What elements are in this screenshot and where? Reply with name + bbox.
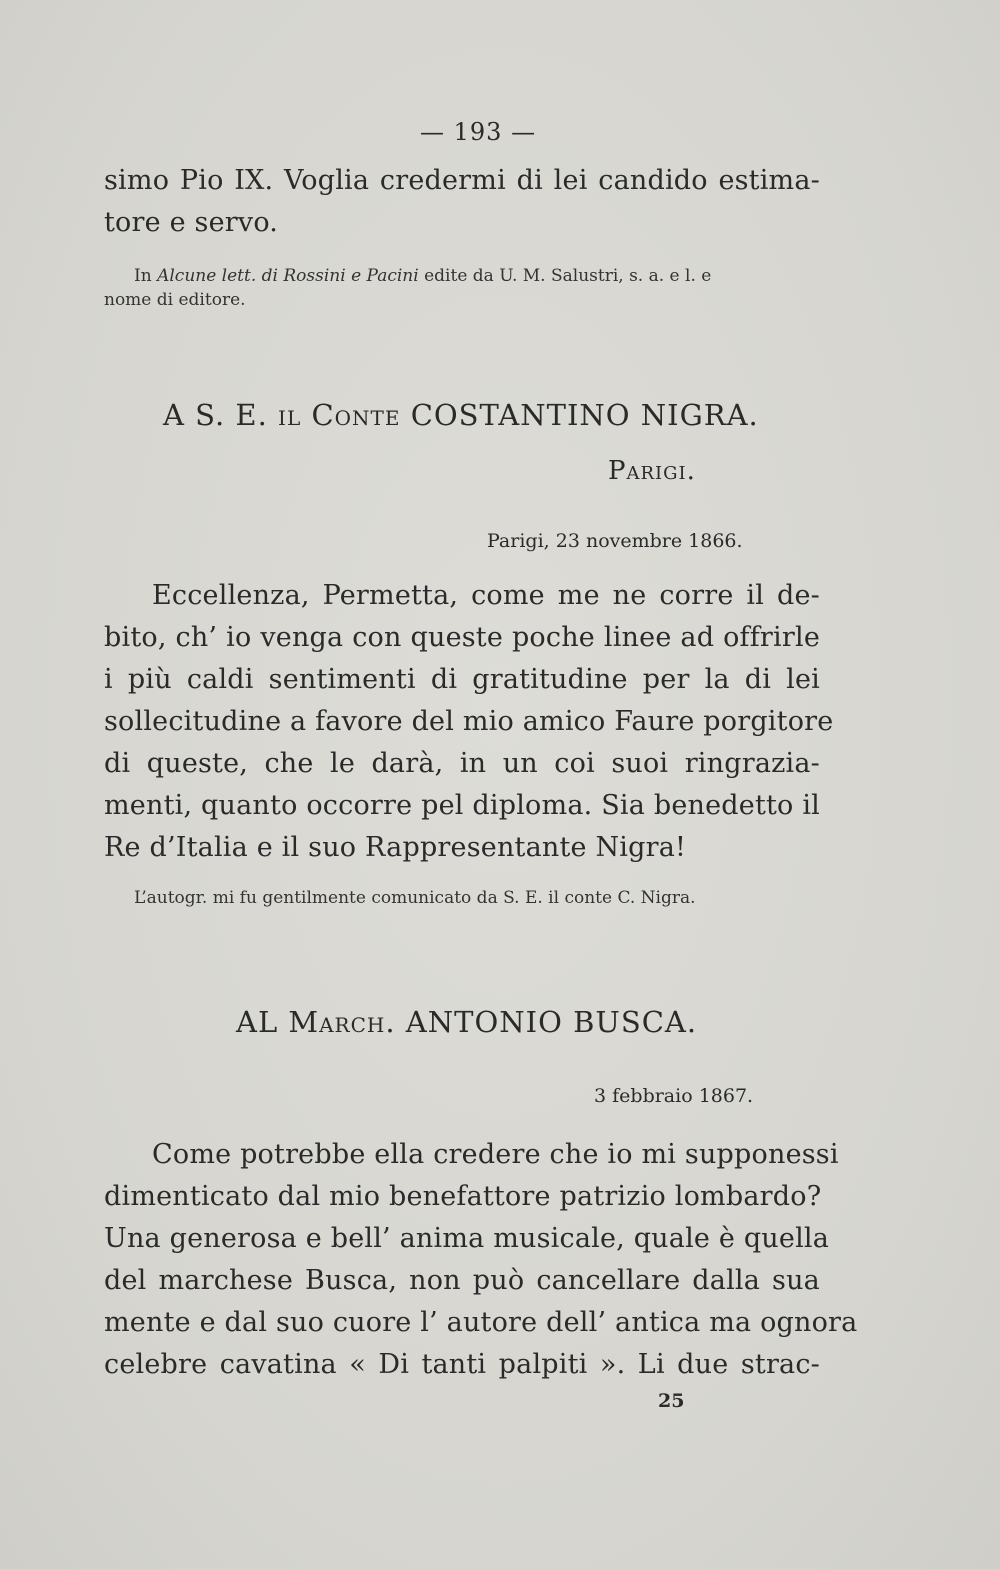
letter-2-line-1: Come potrebbe ella credere che io mi supponessi [152, 1139, 839, 1170]
letter-1-note: L’autogr. mi fu gentilmente comunicato da S. E. il conte C. Nigra. [134, 888, 696, 908]
source-note-prefix: In [134, 266, 158, 286]
heading-il: il [278, 398, 302, 432]
letter-1-date: Parigi, 23 novembre 1866. [487, 530, 743, 552]
letter-2-line-5: mente e dal suo cuore l’ autore dell’ antica ma ognora [104, 1307, 858, 1338]
letter-1-heading [163, 398, 759, 432]
letter-1-line-7: Re d’Italia e il suo Rappresentante Nigra! [104, 832, 687, 863]
letter-1-place: Parigi. [608, 456, 696, 486]
source-note-line-2: nome di editore. [104, 290, 246, 310]
source-note [134, 264, 824, 288]
letter-2-line-3: Una generosa e bell’ anima musicale, quale è quella [104, 1223, 830, 1254]
letter-2-line-6: celebre cavatina « Di tanti palpiti ». Li due strac- [104, 1349, 820, 1380]
letter-2-line-2: dimenticato dal mio benefattore patrizio lombardo? [104, 1181, 822, 1212]
signature-mark: 25 [658, 1390, 685, 1412]
source-note-suffix: edite da U. M. Salustri, s. a. e l. e [418, 266, 712, 286]
heading-recipient: COSTANTINO NIGRA. [400, 398, 759, 432]
heading-address: A S. E. [163, 398, 279, 432]
heading-al: AL [236, 1005, 279, 1039]
heading-recipient-2: ANTONIO BUSCA. [395, 1005, 698, 1039]
opening-line-1: simo Pio IX. Voglia credermi di lei candido estima- [104, 165, 820, 196]
source-note-title: Alcune lett. di Rossini e Pacini [157, 266, 419, 286]
letter-1-line-4: sollecitudine a favore del mio amico Faure porgitore [104, 706, 834, 737]
letter-2-line-4: del marchese Busca, non può cancellare dalla sua [104, 1265, 820, 1296]
letter-1-line-1: Eccellenza, Permetta, come me ne corre il de- [152, 580, 820, 611]
letter-1-line-2: bito, ch’ io venga con queste poche linee ad offrirle [104, 622, 820, 653]
letter-2-heading [236, 1005, 697, 1039]
opening-line-2: tore e servo. [104, 207, 279, 238]
heading-conte: Conte [301, 398, 401, 432]
letter-1-line-3: i più caldi sentimenti di gratitudine per la di lei [104, 664, 820, 695]
page-number: — 193 — [420, 118, 537, 146]
letter-2-date: 3 febbraio 1867. [594, 1085, 754, 1107]
letter-1-line-6: menti, quanto occorre pel diploma. Sia benedetto il [104, 790, 820, 821]
heading-march: March. [278, 1005, 396, 1039]
letter-1-line-5: di queste, che le darà, in un coi suoi ringrazia- [104, 748, 820, 779]
